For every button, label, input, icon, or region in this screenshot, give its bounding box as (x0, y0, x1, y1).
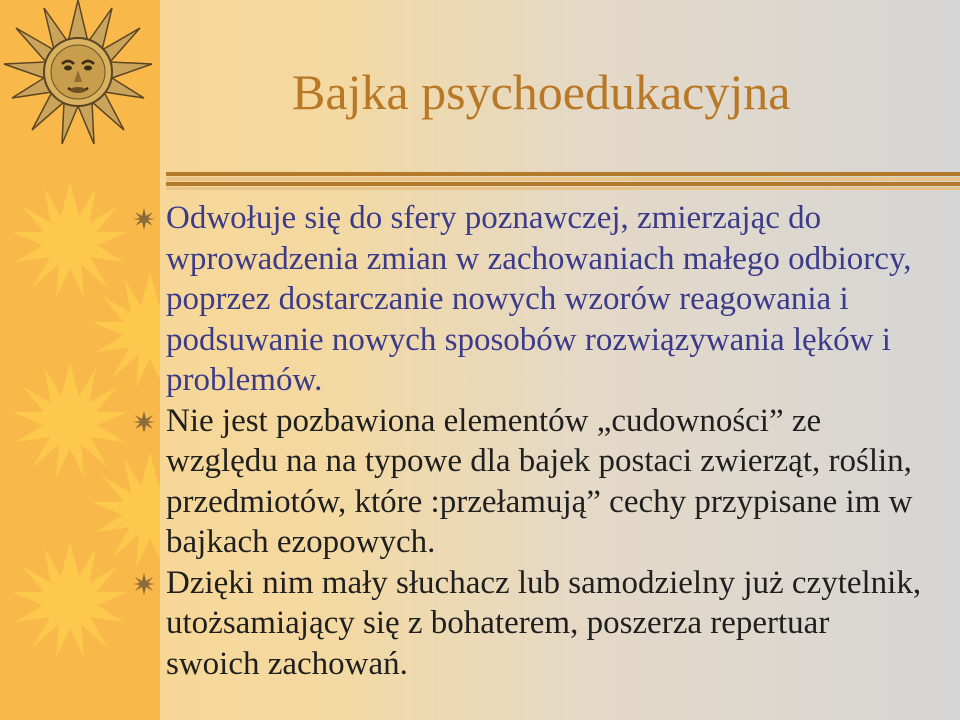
sun-decor-1 (12, 182, 128, 298)
bullet-item (128, 401, 928, 563)
title-divider (166, 172, 960, 192)
sun-decor-3 (12, 542, 128, 658)
star-bullet-icon (132, 410, 156, 434)
slide-title: Bajka psychoedukacyjna (292, 64, 791, 120)
bullet-list (128, 198, 928, 684)
bullet-text: Nie jest pozbawiona elementów „cudowności” ze względu na na typowe dla bajek postaci zwierząt, roślin, przedmiotów, które :przełamują” cechy przypisane im w bajkach ezopowych. (166, 402, 913, 560)
bullet-text: Odwołuje się do sfery poznawczej, zmierzając do wprowadzenia zmian w zachowaniach małego odbiorcy, poprzez dostarczanie nowych wzorów reagowania i podsuwanie nowych sposobów rozwiązywania lęków i problemów. (166, 200, 912, 398)
bullet-text: Dzięki nim mały słuchacz lub samodzielny już czytelnik, utożsamiający się z bohaterem, poszerza repertuar swoich zachowań. (166, 564, 922, 682)
star-bullet-icon (132, 572, 156, 596)
sun-face-icon (4, 0, 152, 144)
sun-decor-2 (12, 362, 128, 478)
star-bullet-icon (132, 207, 156, 231)
bullet-item (128, 198, 928, 401)
bullet-item (128, 563, 928, 685)
